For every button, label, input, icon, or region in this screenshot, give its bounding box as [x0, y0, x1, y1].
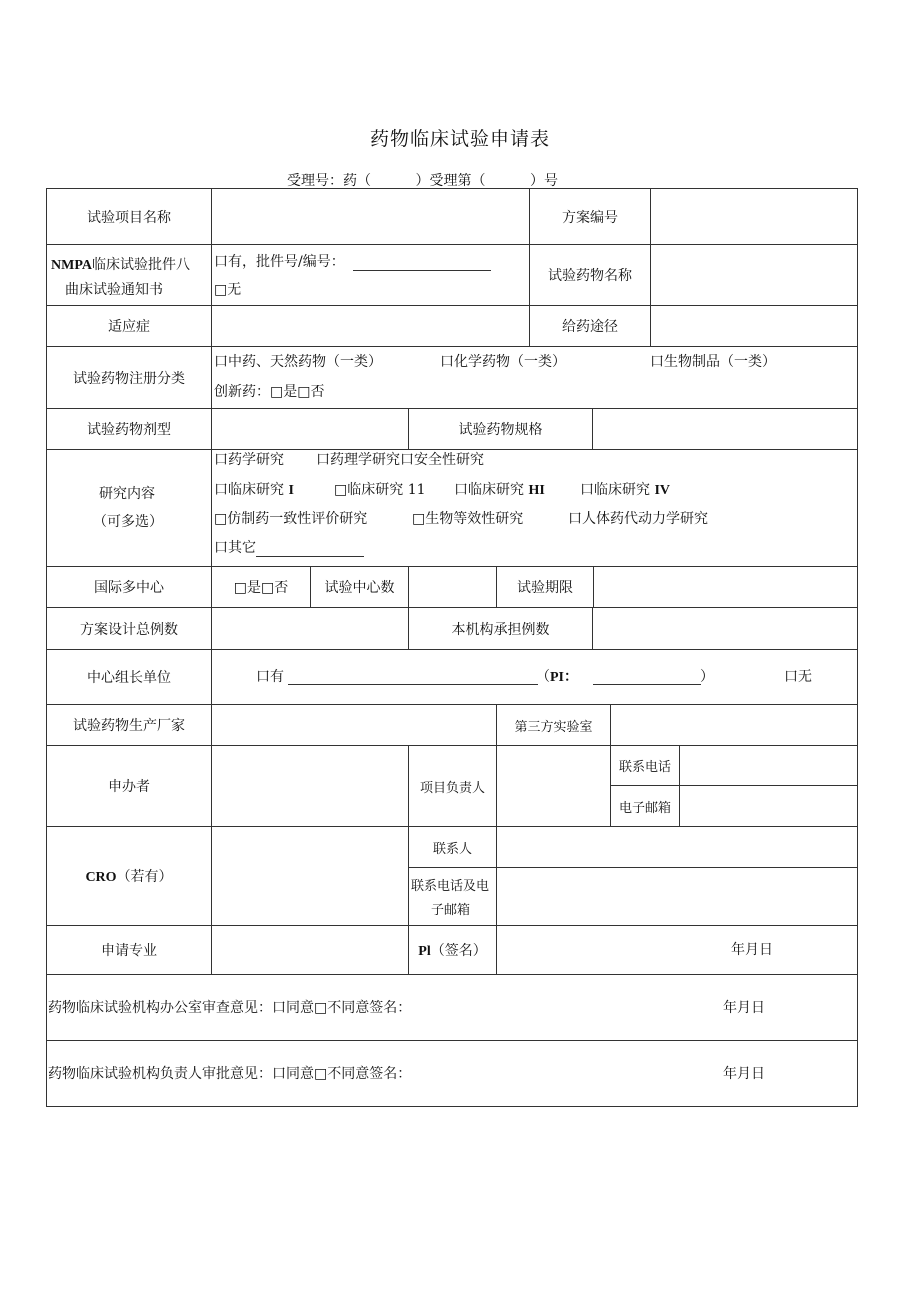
period-label: 试验期限 [517, 580, 573, 596]
third-lab-label-cell [496, 704, 611, 746]
drug-name-label: 试验药物名称 [548, 268, 632, 284]
specialty-field[interactable] [211, 925, 409, 975]
bioequivalence-checkbox[interactable]: □生物等效性研究 [412, 511, 524, 527]
reg-class-label: 试验药物注册分类 [73, 370, 185, 387]
head-review-text: 药物临床试验机构负责人审批意见：口同意□不同意签名： [48, 1066, 412, 1082]
other-checkbox[interactable]: 口其它 [214, 540, 256, 556]
reg-class-options-cell [211, 346, 858, 409]
research-label-cell [46, 449, 212, 567]
phase1-checkbox[interactable] [214, 481, 294, 500]
form-title: 药物临床试验申请表 [369, 128, 550, 150]
nmpa-label-line2: 曲床试验通知书 [65, 282, 163, 298]
manufacturer-label-cell [46, 704, 212, 746]
head-review-date: 年月日 [723, 1066, 765, 1082]
email-field[interactable] [679, 785, 858, 827]
contact-field[interactable] [496, 826, 858, 868]
protocol-no-label-cell [529, 188, 651, 245]
pk-study-checkbox[interactable]: 口人体药代动力学研究 [568, 511, 708, 527]
leader-pi-label: PI： [550, 670, 578, 685]
third-lab-label: 第三方实验室 [514, 719, 593, 735]
route-field[interactable] [650, 305, 858, 347]
cro-optional-note: （若有） [116, 869, 173, 885]
protocol-no-field[interactable] [650, 188, 858, 245]
leader-no-checkbox[interactable]: 口无 [784, 669, 812, 685]
reg-tcm-checkbox[interactable]: 口中药、天然药物（一类） [214, 354, 382, 370]
office-review-cell[interactable] [46, 974, 858, 1041]
inst-cases-label-cell [408, 607, 593, 650]
proj-leader-label-cell [408, 745, 497, 827]
email-label-cell [610, 785, 680, 827]
spec-field[interactable] [592, 408, 858, 450]
research-label: 研究内容 [99, 486, 155, 502]
proj-leader-field[interactable] [496, 745, 611, 827]
nmpa-yes-checkbox[interactable]: 口有，批件号/编号： [214, 254, 345, 270]
email-label: 电子邮箱 [618, 800, 671, 816]
phone-field[interactable] [679, 745, 858, 786]
indication-label: 适应症 [108, 319, 150, 335]
phase2-label: □临床研究 [334, 482, 404, 498]
phase3-checkbox[interactable] [454, 481, 545, 500]
leader-unit-label-cell [46, 649, 212, 705]
phase2-numeral: 11 [407, 482, 426, 498]
contact-phone-label-line2: 子邮箱 [431, 903, 471, 918]
total-cases-field[interactable] [211, 607, 409, 650]
manufacturer-label: 试验药物生产厂家 [73, 718, 185, 734]
research-options-cell [211, 449, 858, 567]
head-review-cell[interactable] [46, 1040, 858, 1107]
cro-label [85, 866, 172, 886]
sponsor-label-cell [46, 745, 212, 827]
route-label: 给药途径 [562, 319, 618, 335]
nmpa-approval-cell [211, 244, 530, 306]
centers-label: 试验中心数 [324, 580, 395, 596]
leader-unit-cell [211, 649, 858, 705]
manufacturer-field[interactable] [211, 704, 497, 746]
centers-field[interactable] [408, 566, 497, 608]
office-review-date: 年月日 [723, 1000, 765, 1016]
other-field[interactable] [256, 542, 364, 557]
approval-number-field[interactable] [353, 256, 491, 271]
leader-pi-close-paren: ） [700, 669, 714, 685]
leader-unit-label: 中心组长单位 [87, 670, 171, 686]
phase3-numeral: HI [528, 483, 545, 498]
contact-phone-label-line1: 联系电话及电 [411, 879, 490, 894]
protocol-no-label: 方案编号 [562, 209, 618, 226]
specialty-label-cell [46, 925, 212, 975]
cro-field[interactable] [211, 826, 409, 926]
pharmaceutics-checkbox[interactable]: 口药学研究 [214, 452, 284, 468]
pi-sign-label [418, 940, 486, 960]
pi-sign-field[interactable] [496, 925, 858, 975]
drug-name-field[interactable] [650, 244, 858, 306]
pharmacology-safety-checkbox[interactable]: 口药理学研究口安全性研究 [316, 452, 484, 468]
cro-label-cell [46, 826, 212, 926]
nmpa-no-checkbox[interactable]: □无 [214, 282, 242, 298]
phase1-numeral: I [288, 483, 294, 498]
pi-sign-label-cell [408, 925, 497, 975]
nmpa-label-cell [46, 244, 212, 306]
reg-biologic-checkbox[interactable]: 口生物制品（一类） [650, 354, 776, 370]
phone-label-cell [610, 745, 680, 786]
leader-unit-field[interactable] [288, 670, 538, 685]
sponsor-label: 申办者 [108, 779, 150, 795]
spec-label: 试验药物规格 [458, 422, 543, 438]
total-cases-label: 方案设计总例数 [80, 621, 178, 638]
period-field[interactable] [593, 566, 858, 608]
reg-class-label-cell [46, 346, 212, 409]
contact-phone-label-cell [408, 867, 497, 926]
leader-pi-field[interactable] [593, 670, 701, 685]
dosage-form-label-cell [46, 408, 212, 450]
dosage-form-field[interactable] [211, 408, 409, 450]
pi-abbr: Pl [418, 944, 431, 959]
phase4-numeral: IV [654, 483, 671, 498]
phase2-checkbox[interactable] [334, 481, 426, 499]
phone-label: 联系电话 [618, 760, 671, 775]
office-review-text: 药物临床试验机构办公室审查意见：口同意□不同意签名： [48, 1000, 412, 1016]
leader-pi-open-paren: （ [536, 669, 550, 685]
total-cases-label-cell [46, 607, 212, 650]
project-name-label-cell [46, 188, 212, 245]
contact-label-cell [408, 826, 497, 868]
indication-label-cell [46, 305, 212, 347]
period-label-cell [496, 566, 594, 608]
inst-cases-label: 本机构承担例数 [451, 621, 550, 638]
proj-leader-label: 项目负责人 [419, 780, 485, 796]
contact-label: 联系人 [432, 841, 472, 857]
sponsor-field[interactable] [211, 745, 409, 827]
innovative-drug-options[interactable]: 创新药：□是□否 [214, 384, 325, 400]
specialty-label: 申请专业 [101, 943, 157, 959]
phase1-label: 口临床研究 [214, 482, 284, 498]
leader-yes-checkbox[interactable]: 口有 [256, 669, 284, 685]
project-name-label: 试验项目名称 [87, 209, 171, 226]
phase4-label: 口临床研究 [580, 482, 650, 498]
spec-label-cell [408, 408, 593, 450]
cro-abbr: CRO [85, 870, 117, 885]
drug-name-label-cell [529, 244, 651, 306]
phase4-checkbox[interactable] [580, 481, 670, 500]
nmpa-label-line1: 临床试验批件八 [91, 257, 190, 273]
generic-consistency-checkbox[interactable]: □仿制药一致性评价研究 [214, 511, 368, 527]
route-label-cell [529, 305, 651, 347]
intl-options-cell [211, 566, 311, 608]
indication-field[interactable] [211, 305, 530, 347]
intl-label: 国际多中心 [94, 580, 164, 596]
nmpa-abbr: NMPA [51, 258, 92, 273]
inst-cases-field[interactable] [592, 607, 858, 650]
dosage-form-label: 试验药物剂型 [87, 422, 171, 438]
intl-yes-no-checkbox[interactable]: □是□否 [233, 580, 289, 596]
intl-label-cell [46, 566, 212, 608]
contact-phone-field[interactable] [496, 867, 858, 926]
project-name-field[interactable] [211, 188, 530, 245]
phase3-label: 口临床研究 [454, 482, 524, 498]
pi-sign-note: （签名） [430, 943, 487, 959]
centers-label-cell [310, 566, 409, 608]
reg-chemical-checkbox[interactable]: 口化学药物（一类） [440, 354, 566, 370]
acceptance-number-line: 受理号：药（ ）受理第（ ）号 [287, 173, 559, 189]
third-lab-field[interactable] [610, 704, 858, 746]
research-multi-note: （可多选） [93, 514, 163, 530]
pi-sign-date: 年月日 [731, 942, 773, 958]
